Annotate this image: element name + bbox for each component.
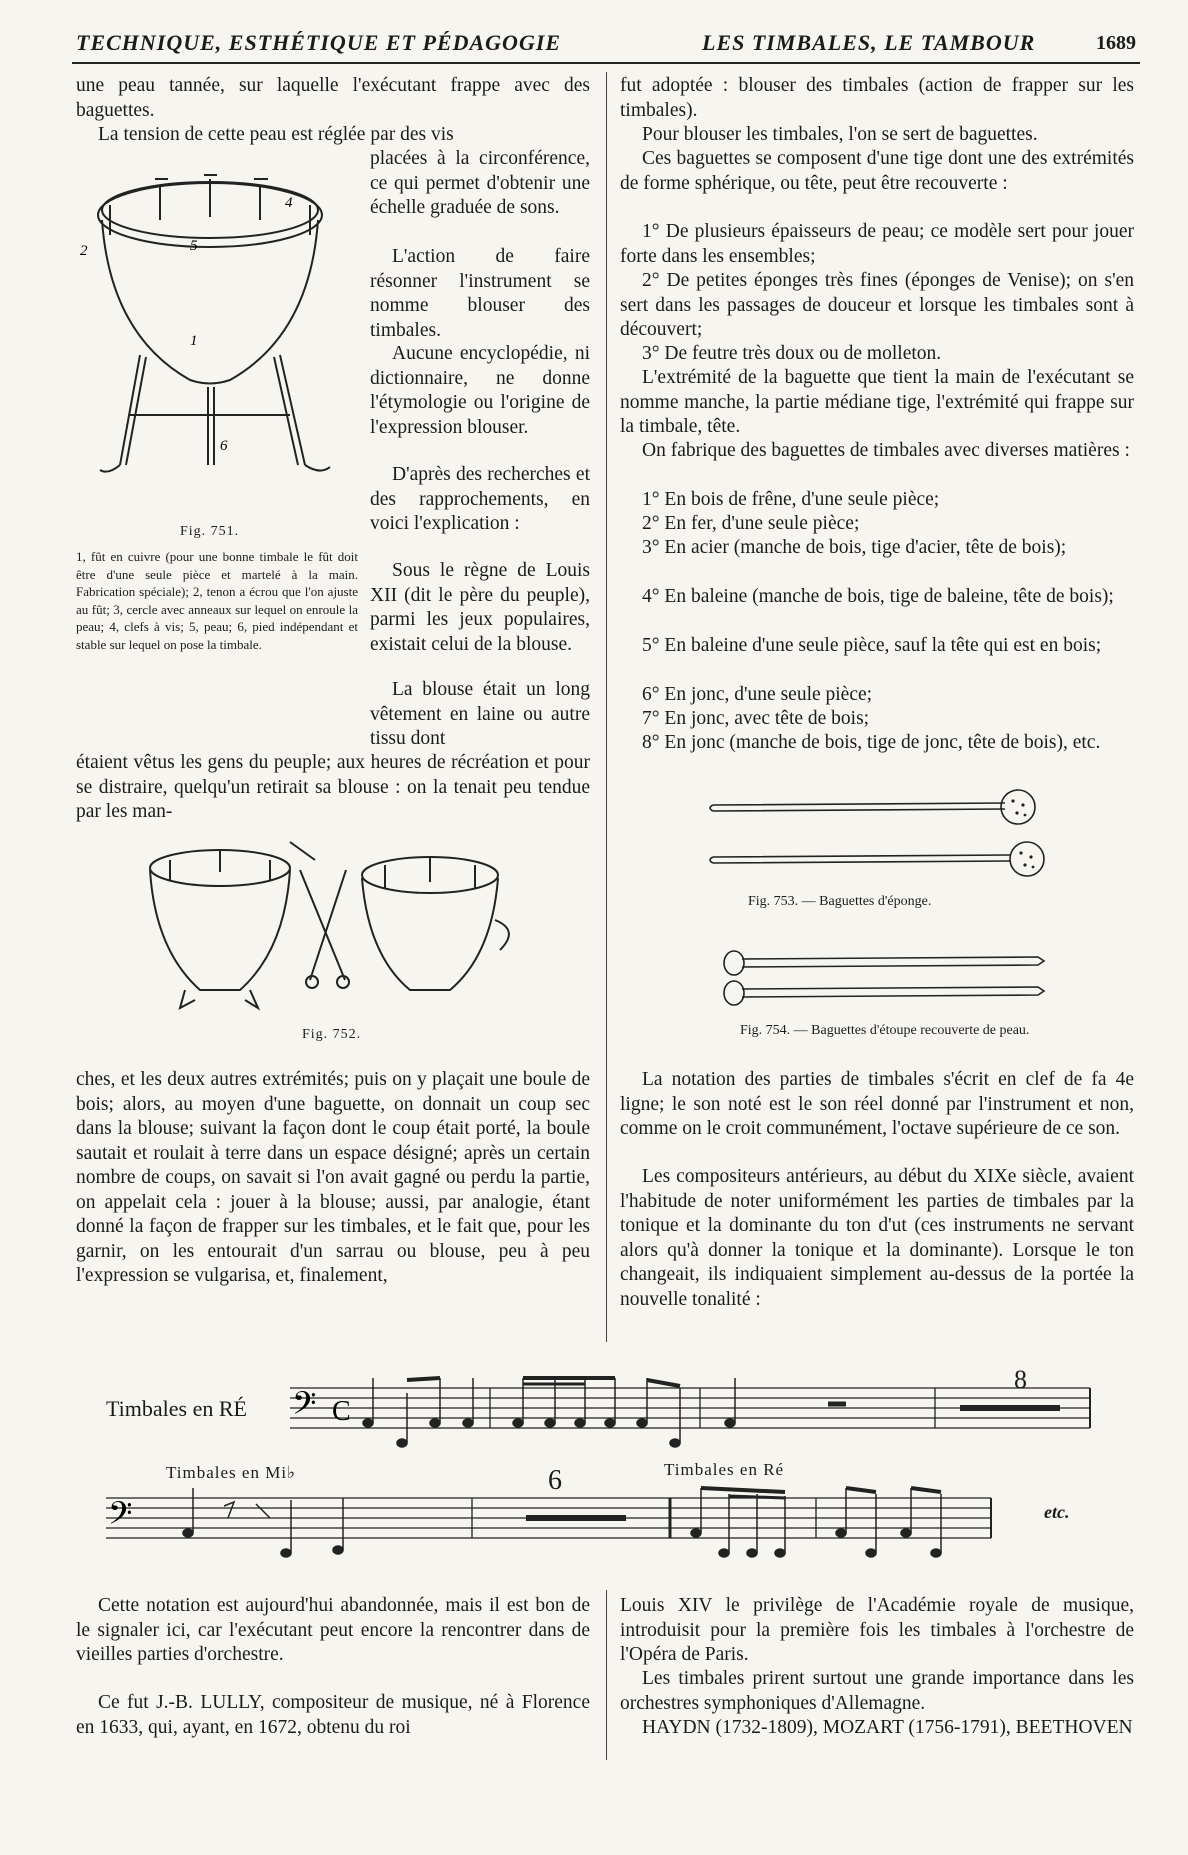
running-header-right: LES TIMBALES, LE TAMBOUR: [702, 30, 1036, 55]
fig-751-label-1: 1: [190, 333, 198, 349]
right-list-stick-head-2: 2° De petites éponges très fines (éponges de Venise); on s'en sert dans les passages de douceur et lorsque les timbales sont à découvert;: [620, 270, 1134, 340]
right-paragraph-1: fut adoptée : blouser des timbales (action de frapper sur les timbales).: [620, 75, 1134, 121]
header-rule: [72, 62, 1140, 64]
left-paragraph-7b: étaient vêtus les gens du peuple; aux heures de récréation et pour se distraire, quelqu'un retirait sa blouse : on la tenait peu tendue par les man-: [76, 752, 590, 822]
right-material-8: 8° En jonc (manche de bois, tige de jonc, tête de bois), etc.: [642, 732, 1101, 753]
left-paragraph-6: Sous le règne de Louis XII (dit le père du peuple), parmi les jeux populaires, existait celui de la blouse.: [370, 560, 590, 655]
right-material-1: 1° En bois de frêne, d'une seule pièce;: [642, 489, 940, 510]
left-paragraph-8: ches, et les deux autres extrémités; puis on y plaçait une boule de bois; alors, au moyen d'une baguette, on donnait un coup sec dans la blouse; suivant la façon dont le coup était porté, la boule sautait et roulait à terre dans un espace désigné; après un certain nombre de coups, on savait si l'on avait gagné ou perdu la partie, on appelait cela : jouer à la blouse; aussi, par analogie, étant donné la façon de frapper sur les timbales, et le fait que, pour les garnir, on les entourait d'un sarrau ou blouse, peu à peu l'expression se vulgarisa, et, finalement,: [76, 1069, 590, 1286]
right-material-2: 2° En fer, d'une seule pièce;: [642, 513, 860, 534]
staff-2-multirest-count: 6: [548, 1465, 562, 1496]
right-paragraph-5: On fabrique des baguettes de timbales avec diverses matières :: [642, 440, 1130, 461]
right-material-3: 3° En acier (manche de bois, tige d'acier, tête de bois);: [642, 537, 1067, 558]
left-paragraph-5: D'après des recherches et des rapprochements, en voici l'explication :: [370, 464, 590, 534]
bottom-left-paragraph-1: Cette notation est aujourd'hui abandonnée, mais il est bon de le signaler ici, car l'exécutant peut encore la rencontrer dans de vieilles parties d'orchestre.: [76, 1595, 590, 1665]
fig-751-caption: 1, fût en cuivre (pour une bonne timbale le fût doit être d'une seule pièce et martelé à la main. Fabrication spéciale); 2, tenon a écrou que l'on ajuste au fût; 3, cercle avec anneaux sur lequel on enroule la peau; 4, clefs à vis; 5, peau; 6, pied indépendant et stable sur lequel on pose la timbale.: [76, 549, 358, 652]
fig-751-label-2: 2: [80, 243, 88, 259]
fig-751-label-6: 6: [220, 438, 228, 454]
left-paragraph-1: une peau tannée, sur laquelle l'exécutant frappe avec des baguettes.: [76, 75, 590, 121]
right-paragraph-7: Les compositeurs antérieurs, au début du XIXe siècle, avaient l'habitude de noter uniformément les parties de timbales par la tonique et la dominante du ton d'ut (ces instruments ne servant alors qu'à donner la tonique et la dominante). Lorsque le ton changeait, ils indiquaient simplement au-dessus de la portée la nouvelle tonalité :: [620, 1166, 1134, 1310]
fig-753-caption: Fig. 753. — Baguettes d'éponge.: [748, 894, 932, 909]
staff-1-multirest-count: 8: [1014, 1365, 1027, 1394]
fig-751-title: Fig. 751.: [180, 524, 240, 539]
page-number: 1689: [1096, 32, 1136, 54]
right-list-stick-head-3: 3° De feutre très doux ou de molleton.: [642, 343, 942, 364]
right-list-stick-head-1: 1° De plusieurs épaisseurs de peau; ce modèle sert pour jouer forte dans les ensembles;: [620, 221, 1134, 267]
staff-2: [106, 1478, 1046, 1558]
fig-752-timbales-pair-drawing: [140, 830, 530, 1015]
fig-754-caption: Fig. 754. — Baguettes d'étoupe recouverte de peau.: [740, 1023, 1030, 1038]
fig-754-skin-sticks-drawing: [718, 945, 1048, 1015]
right-material-6: 6° En jonc, d'une seule pièce;: [642, 684, 873, 705]
right-paragraph-3: Ces baguettes se composent d'une tige dont une des extrémités de forme sphérique, ou tête, peut être recouverte :: [620, 148, 1134, 194]
staff-2-label-b: Timbales en Ré: [664, 1460, 785, 1479]
fig-752-title: Fig. 752.: [302, 1027, 362, 1042]
left-paragraph-2: La tension de cette peau est réglée par des vis: [98, 124, 454, 145]
right-paragraph-6: La notation des parties de timbales s'écrit en clef de fa 4e ligne; le son noté est le son réel donné par l'instrument et non, comme on le croit communément, l'octave supérieure de ce son.: [620, 1069, 1134, 1139]
right-paragraph-4: L'extrémité de la baguette que tient la main de l'exécutant se nomme manche, la partie médiane tige, l'extrémité qui frappe sur la timbale, tête.: [620, 367, 1134, 437]
staff-1: [290, 1368, 1110, 1448]
column-divider-bottom: [606, 1590, 607, 1760]
staff-1-label: Timbales en RÉ: [106, 1396, 247, 1421]
right-material-4: 4° En baleine (manche de bois, tige de baleine, tête de bois);: [642, 586, 1114, 607]
bass-clef-2: 𝄢: [108, 1497, 133, 1539]
bottom-right-paragraph-2: Les timbales prirent surtout une grande importance dans les orchestres symphoniques d'Allemagne.: [620, 1668, 1134, 1714]
left-paragraph-2b: placées à la circonférence, ce qui permet d'obtenir une échelle graduée de sons.: [370, 148, 590, 218]
staff-2-label-a: Timbales en Mi♭: [166, 1463, 297, 1482]
fig-751-timbale-drawing: [80, 165, 360, 485]
right-material-5: 5° En baleine d'une seule pièce, sauf la tête qui est en bois;: [642, 635, 1102, 656]
left-paragraph-3: L'action de faire résonner l'instrument se nomme blouser des timbales.: [370, 246, 590, 341]
fig-753-sponge-sticks-drawing: [705, 785, 1045, 885]
left-paragraph-4: Aucune encyclopédie, ni dictionnaire, ne donne l'étymologie ou l'origine de l'expression blouser.: [370, 343, 590, 438]
running-header-left: TECHNIQUE, ESTHÉTIQUE ET PÉDAGOGIE: [76, 30, 562, 55]
right-material-7: 7° En jonc, avec tête de bois;: [642, 708, 870, 729]
left-paragraph-7a: La blouse était un long vêtement en laine ou autre tissu dont: [370, 679, 590, 749]
fig-751-label-4: 4: [285, 195, 293, 211]
bass-clef: 𝄢: [292, 1387, 317, 1429]
bottom-left-paragraph-2: Ce fut J.-B. LULLY, compositeur de musique, né à Florence en 1633, qui, ayant, en 1672, obtenu du roi: [76, 1692, 590, 1738]
common-time: C: [332, 1396, 351, 1427]
right-paragraph-2: Pour blouser les timbales, l'on se sert de baguettes.: [642, 124, 1038, 145]
bottom-right-paragraph-3: HAYDN (1732-1809), MOZART (1756-1791), BEETHOVEN: [642, 1717, 1133, 1738]
staff-2-etc: etc.: [1044, 1502, 1070, 1522]
column-divider-top: [606, 72, 607, 1342]
fig-751-label-5: 5: [190, 238, 198, 254]
bottom-right-paragraph-1: Louis XIV le privilège de l'Académie royale de musique, introduisit pour la première fois les timbales à l'orchestre de l'Opéra de Paris.: [620, 1595, 1134, 1665]
